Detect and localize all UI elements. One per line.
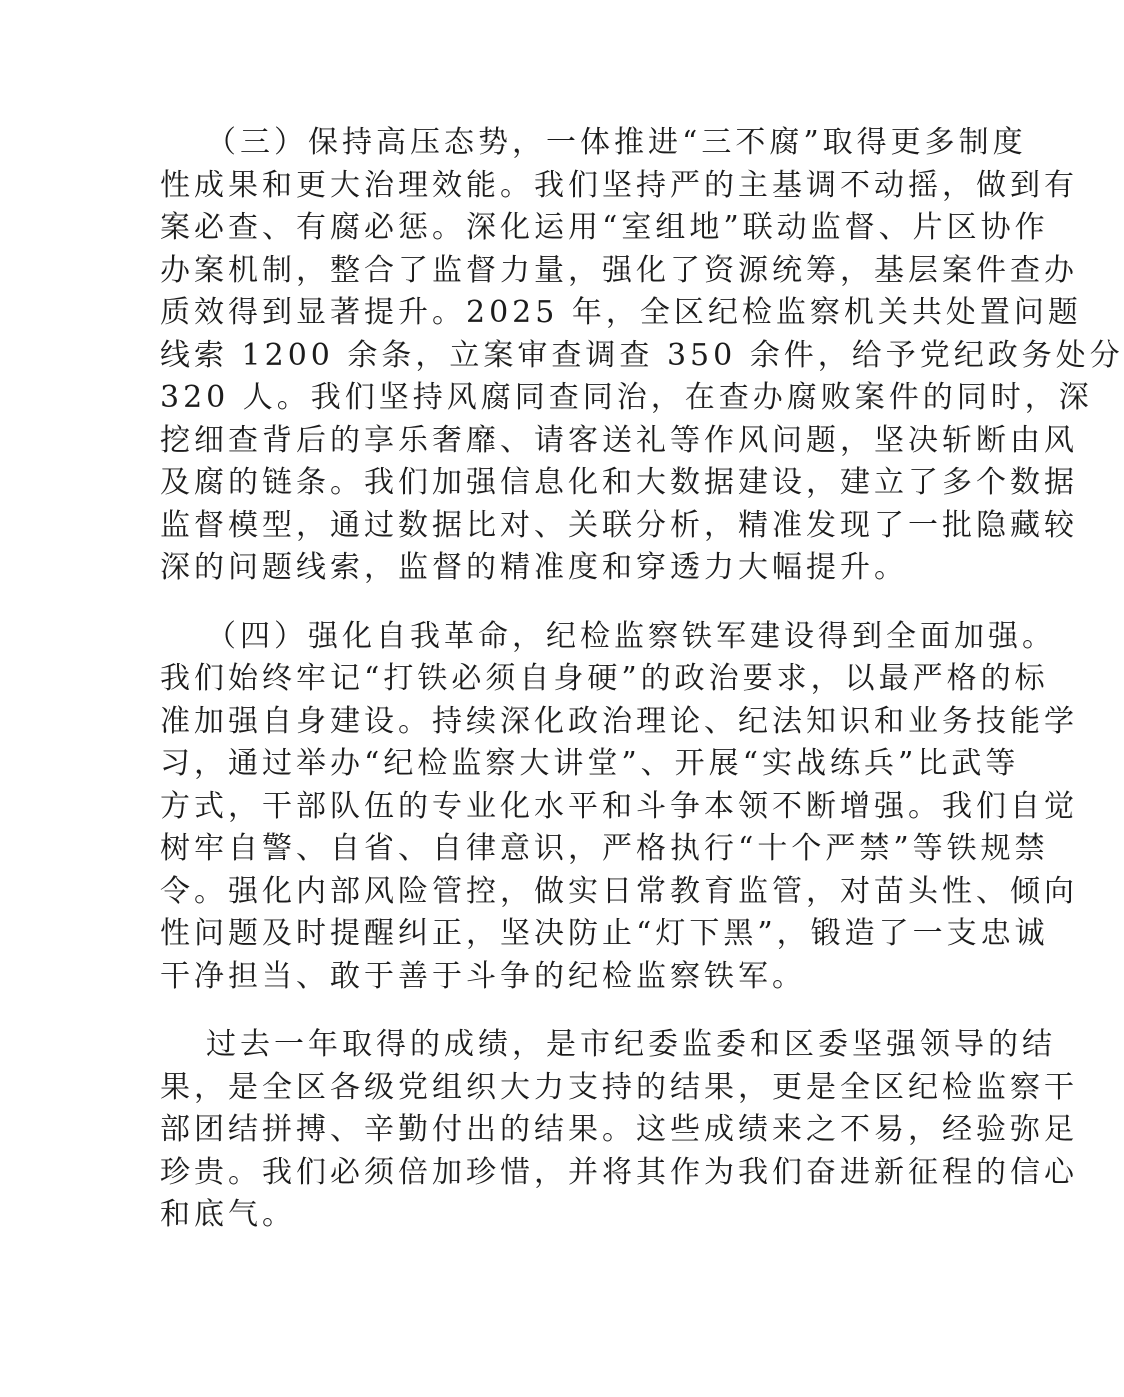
paragraph-line: 干净担当、敢于善于斗争的纪检监察铁军。	[160, 958, 806, 994]
paragraph-line: 性成果和更大治理效能。我们坚持严的主基调不动摇，做到有	[160, 167, 1078, 203]
paragraph-line: 习，通过举办“纪检监察大讲堂”、开展“实战练兵”比武等	[160, 746, 1020, 781]
paragraph-line: 过去一年取得的成绩，是市纪委监委和区委坚强领导的结	[206, 1027, 1056, 1062]
paragraph-line: 方式，干部队伍的专业化水平和斗争本领不断增强。我们自觉	[160, 788, 1078, 824]
paragraph-line: 线索 1200 余条，立案审查调查 350 余件，给予党纪政务处分	[160, 337, 1124, 373]
paragraph-gap	[160, 590, 922, 616]
paragraph-line: 准加强自身建设。持续深化政治理论、纪法知识和业务技能学	[160, 703, 1078, 739]
paragraph-line: 珍贵。我们必须倍加珍惜，并将其作为我们奋进新征程的信心	[160, 1154, 1078, 1190]
paragraph-line: 部团结拼搏、辛勤付出的结果。这些成绩来之不易，经验弥足	[160, 1112, 1078, 1147]
paragraph-line: 性问题及时提醒纠正，坚决防止“灯下黑”，锻造了一支忠诚	[160, 916, 1049, 951]
paragraph-summary	[160, 1024, 1078, 1237]
paragraph-line: 令。强化内部风险管控，做实日常教育监管，对苗头性、倾向	[160, 873, 1078, 909]
paragraph-line: 深的问题线索，监督的精准度和穿透力大幅提升。	[160, 550, 908, 585]
paragraph-line: 监督模型，通过数据比对、关联分析，精准发现了一批隐藏较	[160, 507, 1078, 543]
paragraph-line: 案必查、有腐必惩。深化运用“室组地”联动监督、片区协作	[160, 210, 1049, 245]
paragraph-line: （三）保持高压态势，一体推进“三不腐”取得更多制度	[206, 125, 1027, 160]
document-body	[160, 122, 1124, 1237]
paragraph-line: 质效得到显著提升。2025 年，全区纪检监察机关共处置问题	[160, 295, 1082, 330]
paragraph-gap	[160, 998, 922, 1024]
paragraph-line: （四）强化自我革命，纪检监察铁军建设得到全面加强。	[206, 618, 1056, 654]
paragraph-line: 和底气。	[160, 1197, 296, 1232]
paragraph-line: 320 人。我们坚持风腐同查同治，在查办腐败案件的同时，深	[160, 380, 1093, 415]
paragraph-section-three	[160, 122, 1124, 590]
paragraph-line: 果，是全区各级党组织大力支持的结果，更是全区纪检监察干	[160, 1069, 1078, 1105]
paragraph-line: 我们始终牢记“打铁必须自身硬”的政治要求，以最严格的标	[160, 661, 1049, 696]
paragraph-line: 树牢自警、自省、自律意识，严格执行“十个严禁”等铁规禁	[160, 831, 1049, 866]
paragraph-section-four	[160, 616, 1078, 999]
paragraph-line: 及腐的链条。我们加强信息化和大数据建设，建立了多个数据	[160, 465, 1078, 500]
paragraph-line: 办案机制，整合了监督力量，强化了资源统筹，基层案件查办	[160, 252, 1078, 288]
paragraph-line: 挖细查背后的享乐奢靡、请客送礼等作风问题，坚决斩断由风	[160, 422, 1078, 458]
